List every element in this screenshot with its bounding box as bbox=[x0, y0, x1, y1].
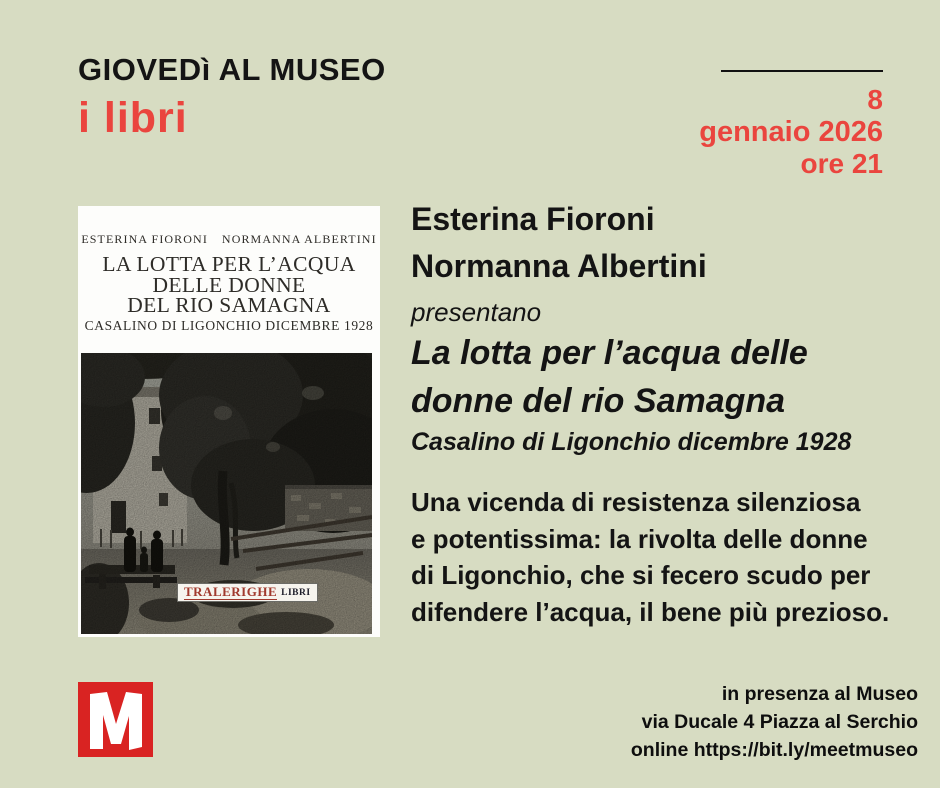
book-title-line-1: La lotta per l’acqua delle bbox=[411, 334, 808, 372]
cover-title bbox=[78, 254, 380, 316]
description-line-3: di Ligonchio, che si fecero scudo per bbox=[411, 560, 871, 590]
venue-line-3: online https://bit.ly/meetmuseo bbox=[630, 739, 918, 761]
cover-title-line-3: DEL RIO SAMAGNA bbox=[127, 293, 331, 317]
venue-line-2: via Ducale 4 Piazza al Serchio bbox=[641, 711, 918, 733]
book-subtitle: Casalino di Ligonchio dicembre 1928 bbox=[411, 428, 852, 456]
logo-m-icon bbox=[78, 682, 153, 757]
event-time: ore 21 bbox=[800, 148, 883, 179]
cover-title-line-1: LA LOTTA PER L’ACQUA bbox=[102, 252, 356, 276]
series-subtitle: i libri bbox=[78, 94, 188, 142]
presents-label: presentano bbox=[411, 297, 542, 327]
venue-info bbox=[631, 680, 918, 764]
museum-logo bbox=[78, 682, 153, 757]
publisher-suffix: LIBRI bbox=[281, 587, 311, 598]
cover-title-line-2: DELLE DONNE bbox=[152, 272, 306, 297]
description-line-4: difendere l’acqua, il bene più prezioso. bbox=[411, 596, 890, 627]
date-divider-line bbox=[721, 70, 883, 72]
publisher-badge bbox=[177, 583, 318, 602]
description-line-2: e potentissima: la rivolta delle donne bbox=[411, 523, 868, 554]
book-cover bbox=[78, 206, 380, 637]
cover-subtitle: CASALINO DI LIGONCHIO DICEMBRE 1928 bbox=[84, 318, 374, 333]
cover-author-1: ESTERINA FIORONI bbox=[81, 232, 208, 246]
book-title-line-2: donne del rio Samagna bbox=[411, 382, 786, 420]
cover-author-2: NORMANNA ALBERTINI bbox=[221, 232, 377, 246]
book-cover-photo bbox=[81, 353, 372, 634]
page-title: GIOVEDì AL MUSEO bbox=[78, 52, 386, 87]
description-line-1: Una vicenda di resistenza silenziosa bbox=[411, 487, 861, 517]
event-month-year: gennaio 2026 bbox=[699, 116, 883, 148]
publisher-name: TRALERIGHE bbox=[184, 584, 278, 599]
event-day: 8 bbox=[867, 84, 883, 115]
venue-line-1: in presenza al Museo bbox=[721, 683, 918, 705]
event-description bbox=[411, 484, 889, 630]
date-block bbox=[699, 84, 883, 180]
cover-authors bbox=[78, 232, 380, 247]
speaker-name-2: Normanna Albertini bbox=[411, 248, 707, 284]
speaker-name-1: Esterina Fioroni bbox=[411, 201, 655, 237]
